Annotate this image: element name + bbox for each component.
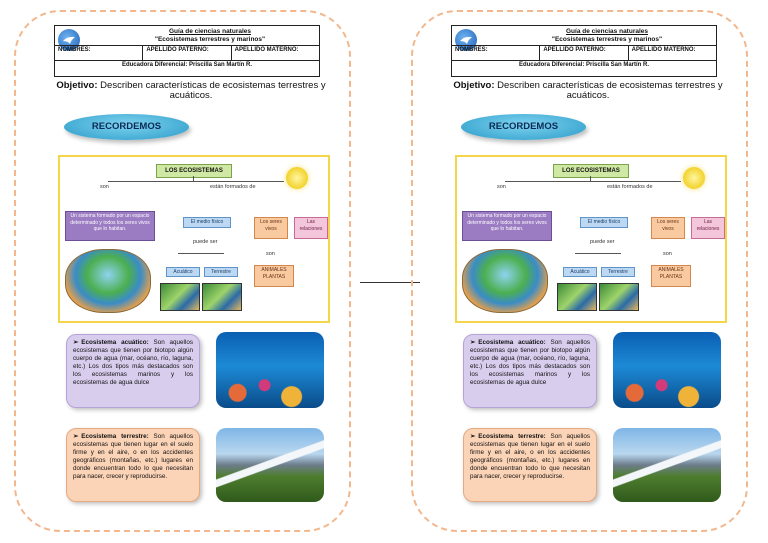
terrestrial-term: Ecosistema terrestre:	[81, 433, 149, 440]
son-label: son	[497, 184, 506, 190]
objective-text: Describen características de ecosistemas terrestres y acuáticos.	[97, 80, 326, 101]
puede-ser-label: puede ser	[590, 239, 615, 245]
terrestrial-card	[66, 428, 200, 502]
field-apellido-materno: APELLIDO MATERNO:	[631, 47, 696, 53]
objective	[453, 81, 723, 101]
relaciones-box: Las relaciones	[691, 217, 725, 239]
aquatic-text: Son aquellos ecosistemas que tienen por biotopo algún cuerpo de agua (mar, océano, río, laguna, etc.) Los dos tipos más destacados son los ecosistemas marinos y los ecosistemas de agua dulce	[73, 339, 193, 386]
terrestrial-card	[463, 428, 597, 502]
terrestrial-text: Son aquellos ecosistemas que tienen lugar en el suelo firme y en el aire, o en los accidentes geográficos (montañas, etc.) lugares en donde encuentran todo lo que necesitan para nacer, crecer y reproducirse.	[470, 433, 590, 480]
field-apellido-paterno: APELLIDO PATERNO:	[143, 46, 231, 60]
definition-box: Un sistema formado por un espacio determinado y todos los seres vivos que lo habitan.	[462, 211, 552, 241]
lightbulb-icon	[683, 167, 705, 189]
son2-label: son	[663, 251, 672, 257]
educator-line: Educadora Diferencial: Priscilla San Martín R.	[121, 62, 253, 68]
terrestrial-term: Ecosistema terrestre:	[478, 433, 546, 440]
terrestre-box: Terrestre	[204, 267, 238, 277]
header-box	[54, 25, 320, 77]
terrestrial-thumbnail	[599, 283, 639, 311]
field-apellido-paterno: APELLIDO PATERNO:	[540, 46, 628, 60]
connector-line	[505, 181, 681, 182]
student-fields-row	[452, 45, 716, 61]
connector-line	[193, 176, 194, 181]
terrestrial-thumbnail	[202, 283, 242, 311]
objective-text: Describen características de ecosistemas terrestres y acuáticos.	[494, 80, 723, 101]
lightbulb-icon	[286, 167, 308, 189]
worksheet-subtitle: "Ecosistemas terrestres y marinos"	[551, 36, 663, 43]
acuatico-box: Acuático	[166, 267, 200, 277]
aquatic-card	[463, 334, 597, 408]
student-fields-row	[55, 45, 319, 61]
coral-reef-photo	[216, 332, 324, 408]
bullet-arrow-icon: ➢	[73, 433, 79, 440]
relaciones-box: Las relaciones	[294, 217, 328, 239]
bullet-arrow-icon: ➢	[73, 339, 79, 346]
worksheet-title: Guía de ciencias naturales	[168, 28, 251, 35]
worksheet-title: Guía de ciencias naturales	[565, 28, 648, 35]
concept-map	[455, 155, 727, 323]
connector-line	[575, 253, 621, 254]
field-nombres: NOMBRES:	[55, 46, 143, 60]
recordemos-cloud: RECORDEMOS	[461, 114, 586, 140]
objective-label: Objetivo:	[56, 80, 98, 91]
aquatic-text: Son aquellos ecosistemas que tienen por biotopo algún cuerpo de agua (mar, océano, río, laguna, etc.) Los dos tipos más destacados son los ecosistemas marinos y los ecosistemas de agua dulce	[470, 339, 590, 386]
aquatic-thumbnail	[160, 283, 200, 311]
seres-vivos-box: Los seres vivos	[651, 217, 685, 239]
aquatic-term: Ecosistema acuático:	[478, 339, 546, 346]
recordemos-cloud: RECORDEMOS	[64, 114, 189, 140]
animales-plantas-box: ANIMALES PLANTAS	[254, 265, 294, 287]
aquatic-term: Ecosistema acuático:	[81, 339, 149, 346]
connector-line	[108, 181, 284, 182]
formados-label: están formados de	[607, 184, 653, 190]
bullet-arrow-icon: ➢	[470, 339, 476, 346]
objective	[56, 81, 326, 101]
mountain-photo	[613, 428, 721, 502]
worksheet-subtitle: "Ecosistemas terrestres y marinos"	[154, 36, 266, 43]
medio-fisico-box: El medio físico	[183, 217, 231, 228]
definition-box: Un sistema formado por un espacio determinado y todos los seres vivos que lo habitan.	[65, 211, 155, 241]
acuatico-box: Acuático	[563, 267, 597, 277]
mountain-photo	[216, 428, 324, 502]
connector-line	[178, 253, 224, 254]
medio-fisico-box: El medio físico	[580, 217, 628, 228]
worksheet-page-left	[14, 10, 351, 532]
header-box	[451, 25, 717, 77]
field-apellido-materno: APELLIDO MATERNO:	[234, 47, 299, 53]
connector-line	[590, 176, 591, 181]
seres-vivos-box: Los seres vivos	[254, 217, 288, 239]
concept-map	[58, 155, 330, 323]
puede-ser-label: puede ser	[193, 239, 218, 245]
concept-title: LOS ECOSISTEMAS	[553, 164, 629, 178]
worksheet-page-right	[411, 10, 748, 532]
globe-ecosystem-icon	[462, 249, 548, 313]
terrestrial-text: Son aquellos ecosistemas que tienen lugar en el suelo firme y en el aire, o en los accidentes geográficos (montañas, etc.) lugares en donde encuentran todo lo que necesitan para nacer, crecer y reproducirse.	[73, 433, 193, 480]
son2-label: son	[266, 251, 275, 257]
son-label: son	[100, 184, 109, 190]
concept-title: LOS ECOSISTEMAS	[156, 164, 232, 178]
globe-ecosystem-icon	[65, 249, 151, 313]
educator-line: Educadora Diferencial: Priscilla San Martín R.	[518, 62, 650, 68]
aquatic-card	[66, 334, 200, 408]
bullet-arrow-icon: ➢	[470, 433, 476, 440]
field-nombres: NOMBRES:	[452, 46, 540, 60]
aquatic-thumbnail	[557, 283, 597, 311]
coral-reef-photo	[613, 332, 721, 408]
objective-label: Objetivo:	[453, 80, 495, 91]
formados-label: están formados de	[210, 184, 256, 190]
terrestre-box: Terrestre	[601, 267, 635, 277]
animales-plantas-box: ANIMALES PLANTAS	[651, 265, 691, 287]
